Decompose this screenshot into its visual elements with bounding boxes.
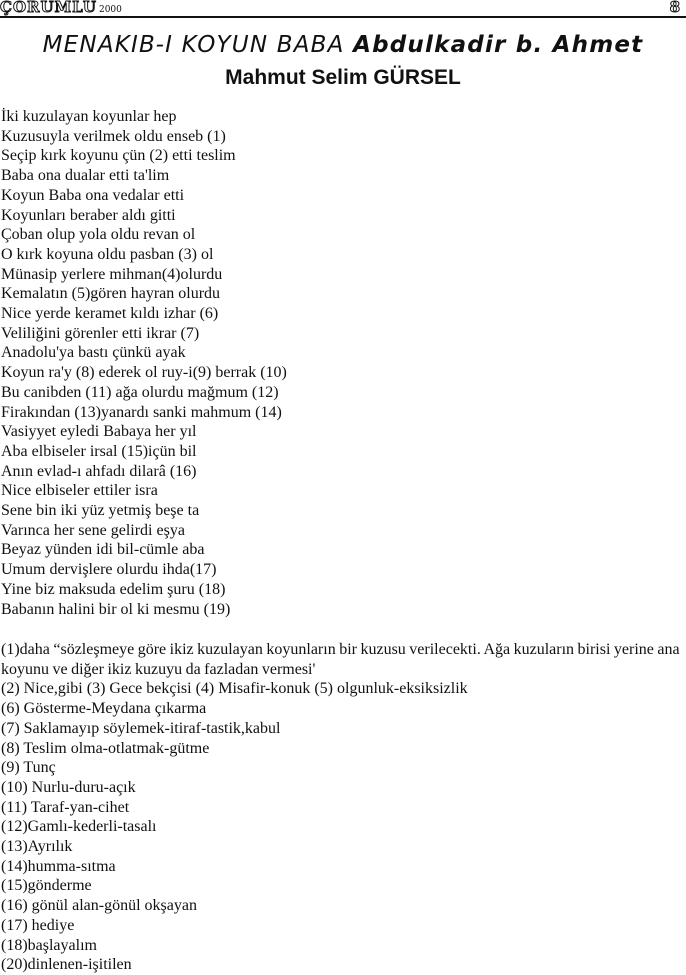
footnote-item: (11) Taraf-yan-cihet bbox=[1, 798, 130, 816]
poem-line: Nice yerde keramet kıldı izhar (6) bbox=[1, 305, 219, 323]
article-author: Mahmut Selim GÜRSEL bbox=[225, 66, 461, 89]
footnote-item: (7) Saklamayıp söylemek-itiraf-tastik,kabul bbox=[1, 719, 281, 737]
poem-line: Bu canibden (11) ağa olurdu mağmum (12) bbox=[1, 383, 279, 401]
poem-line: Çoban olup yola oldu revan ol bbox=[1, 226, 196, 244]
footnote-item: (12)Gamlı-kederli-tasalı bbox=[1, 818, 157, 836]
poem-line: Münasip yerlere mihman(4)olurdu bbox=[1, 265, 223, 283]
footnote-item: (13)Ayrılık bbox=[1, 838, 73, 856]
poem-line: Kuzusuyla verilmek oldu enseb (1) bbox=[1, 127, 226, 145]
poem-line: Koyun Baba ona vedalar etti bbox=[1, 186, 185, 204]
page-number: 8 bbox=[669, 0, 680, 16]
footnote-item: (2) Nice,gibi (3) Gece bekçisi (4) Misafir-konuk (5) olgunluk-eksiksizlik bbox=[1, 680, 468, 698]
footnote-item: (14)humma-sıtma bbox=[1, 857, 116, 875]
poem-line: Kemalatın (5)gören hayran olurdu bbox=[1, 285, 221, 303]
poem-body bbox=[1, 107, 671, 619]
footnotes bbox=[1, 640, 686, 975]
poem-line: Sene bin iki yüz yetmiş beşe ta bbox=[1, 502, 200, 520]
footnote-item: (16) gönül alan-gönül okşayan bbox=[1, 897, 197, 915]
poem-line: Veliliğini görenler etti ikrar (7) bbox=[1, 324, 200, 342]
poem-line: Baba ona dualar etti ta'lim bbox=[1, 167, 170, 185]
footnote-main: (1)daha “sözleşmeye göre ikiz kuzulayan koyunların bir kuzusu verilecekti. Ağa kuzuların birisi yerine ana koyunu ve diğer ikiz kuzuyu da fazladan vermesi' bbox=[1, 641, 680, 678]
poem-line: O kırk koyuna oldu pasban (3) ol bbox=[1, 245, 214, 263]
poem-line: Umum dervişlere olurdu ihda(17) bbox=[1, 561, 217, 579]
publication-name: ÇORUMLU bbox=[0, 0, 97, 16]
poem-line: Varınca her sene gelirdi eşya bbox=[1, 521, 185, 539]
page-header bbox=[0, 0, 686, 18]
poem-line: Aba elbiseler irsal (15)içün bil bbox=[1, 442, 197, 460]
poem-line: Koyunları beraber aldı gitti bbox=[1, 206, 176, 224]
poem-line: Anın evlad-ı ahfadı dilarâ (16) bbox=[1, 462, 197, 480]
poem-line: Anadolu'ya bastı çünkü ayak bbox=[1, 344, 186, 362]
footnote-item: (8) Teslim olma-otlatmak-gütme bbox=[1, 739, 210, 757]
poem-line: Babanın halini bir ol ki mesmu (19) bbox=[1, 600, 231, 618]
poem-line: Vasiyyet eyledi Babaya her yıl bbox=[1, 423, 197, 441]
poem-line: Firakından (13)yanardı sanki mahmum (14) bbox=[1, 403, 282, 421]
poem-line: Koyun ra'y (8) ederek ol ruy-i(9) berrak (10) bbox=[1, 364, 287, 382]
poem-line: Nice elbiseler ettiler isra bbox=[1, 482, 158, 500]
publication-year: 2000 bbox=[98, 5, 122, 15]
footnote-item: (9) Tunç bbox=[1, 759, 56, 777]
footnote-item: (17) hediye bbox=[1, 916, 75, 934]
footnote-item: (10) Nurlu-duru-açık bbox=[1, 778, 136, 796]
footnote-item: (20)dinlenen-işitilen bbox=[1, 956, 132, 974]
poem-line: Beyaz yünden idi bil-cümle aba bbox=[1, 541, 205, 559]
footnote-item: (15)gönderme bbox=[1, 877, 92, 895]
article-title bbox=[0, 32, 686, 58]
footnote-item: (6) Gösterme-Meydana çıkarma bbox=[1, 700, 207, 718]
article-title-main: MENAKIB-I KOYUN BABA bbox=[42, 32, 345, 58]
footnote-item: (18)başlayalım bbox=[1, 936, 97, 954]
poem-line: Seçip kırk koyunu çün (2) etti teslim bbox=[1, 147, 236, 165]
publication-logo bbox=[0, 0, 122, 16]
article-title-author-ref: Abdulkadir b. Ahmet bbox=[353, 32, 644, 58]
poem-line: Yine biz maksuda edelim şuru (18) bbox=[1, 580, 226, 598]
poem-line: İki kuzulayan koyunlar hep bbox=[1, 108, 177, 125]
